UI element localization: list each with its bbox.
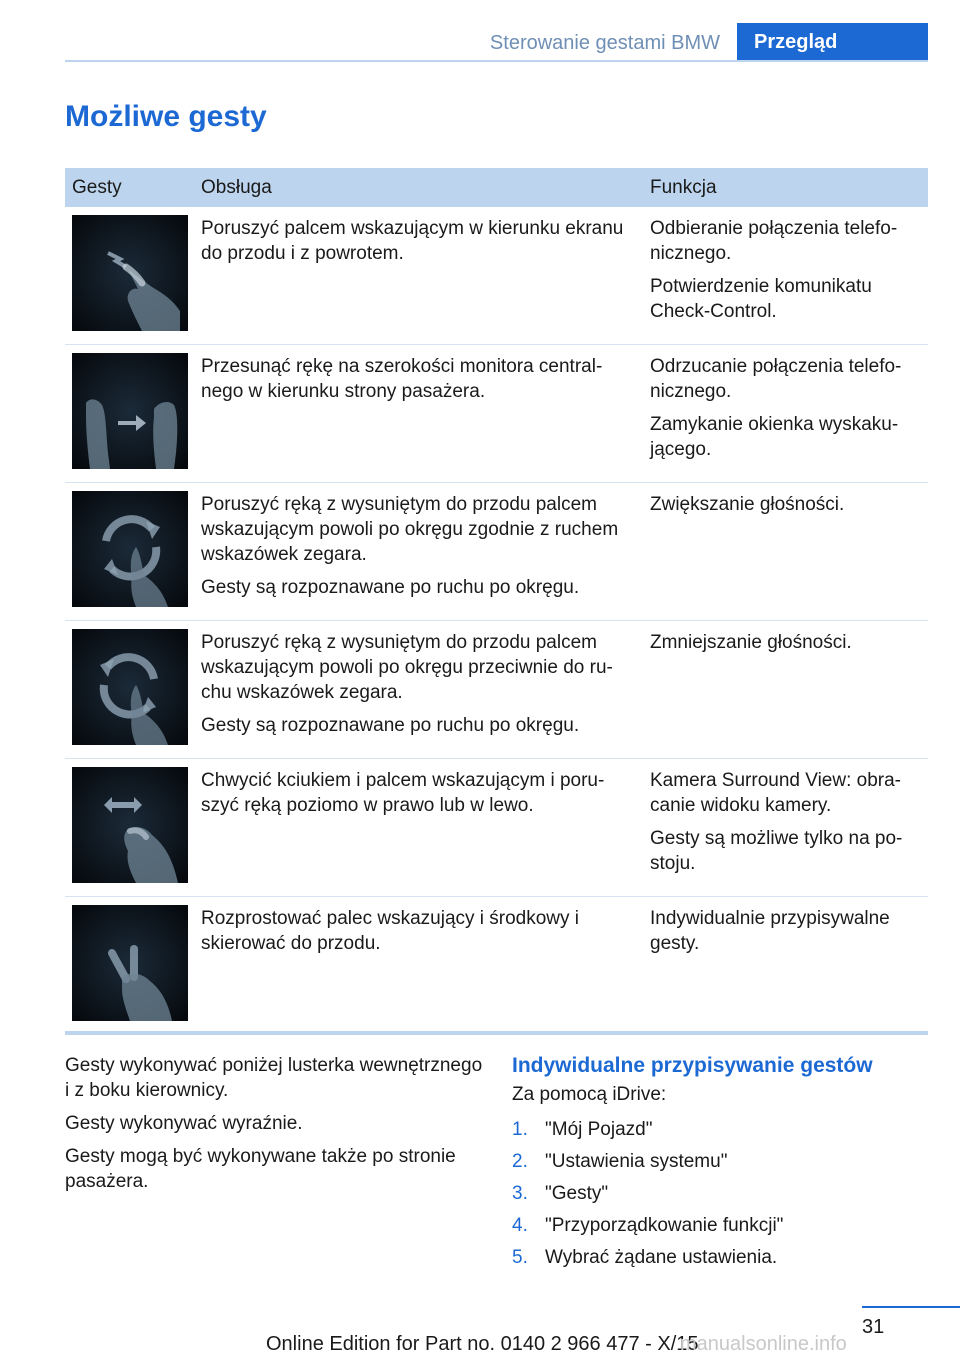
operation-text: Przesunąć rękę na szerokości monitora centralnego w kierunku strony pasażera. [201, 356, 603, 402]
operation-cell [194, 759, 643, 897]
list-item [512, 1149, 928, 1174]
footer-rule [862, 1306, 960, 1308]
footer-edition: Online Edition for Part no. 0140 2 966 477 - X/15 [266, 1333, 699, 1355]
step-text: "Mój Pojazd" [545, 1119, 653, 1140]
section-heading: Indywidualne przypisywanie gestów [512, 1054, 873, 1077]
function-text: Kamera Surround View: obracanie widoku kamery. [650, 770, 901, 816]
gesture-image-cell [65, 759, 194, 897]
function-cell [643, 207, 928, 345]
function-cell [643, 759, 928, 897]
operation-cell [194, 621, 643, 759]
usage-notes [65, 1053, 485, 1202]
two-finger-point-gesture-icon [72, 905, 188, 1021]
rotate-clockwise-gesture-icon [72, 491, 188, 607]
operation-cell [194, 483, 643, 621]
individual-assignment-section [512, 1053, 928, 1277]
function-text: Zamykanie okienka wyskakującego. [650, 414, 899, 460]
section-intro: Za pomocą iDrive: [512, 1084, 667, 1105]
header-rule [65, 60, 928, 62]
function-cell [643, 483, 928, 621]
step-number: 4. [512, 1215, 528, 1236]
function-text: Odrzucanie połączenia telefonicznego. [650, 356, 902, 402]
header-section-title: Sterowanie gestami BMW [489, 32, 720, 54]
column-header-function: Funkcja [643, 168, 928, 207]
gesture-image-cell [65, 483, 194, 621]
operation-text: Poruszyć palcem wskazującym w kierunku ekranu do przodu i z powrotem. [201, 218, 624, 264]
gesture-image-cell [65, 345, 194, 483]
function-text: Zmniejszanie głośności. [650, 632, 852, 653]
function-cell [643, 345, 928, 483]
step-text: "Gesty" [545, 1183, 609, 1204]
list-item [512, 1181, 928, 1206]
hand-swipe-right-gesture-icon [72, 353, 188, 469]
table-row [65, 207, 928, 345]
operation-cell [194, 345, 643, 483]
column-header-gestures: Gesty [65, 168, 194, 207]
function-text: Indywidualnie przypisywalne gesty. [650, 908, 890, 954]
operation-text: Gesty są rozpoznawane po ruchu po okręgu. [201, 577, 580, 598]
function-text: Gesty są możliwe tylko na postoju. [650, 828, 903, 874]
operation-text: Rozprostować palec wskazujący i środkowy i skierować do przodu. [201, 908, 580, 954]
note-text: Gesty mogą być wykonywane także po stronie pasażera. [65, 1146, 456, 1192]
step-number: 3. [512, 1183, 528, 1204]
operation-cell [194, 897, 643, 1034]
operation-text: Poruszyć ręką z wysuniętym do przodu palcem wskazującym powoli po okręgu przeciwnie do ruchu wskazówek zegara. [201, 632, 613, 703]
gestures-table [65, 168, 928, 1035]
finger-tap-forward-gesture-icon [72, 215, 188, 331]
gesture-image-cell [65, 897, 194, 1034]
list-item [512, 1213, 928, 1238]
function-text: Potwierdzenie komunikatu Check-Control. [650, 276, 872, 322]
header-chapter-tab: Przegląd [737, 23, 928, 62]
table-row [65, 759, 928, 897]
step-number: 2. [512, 1151, 528, 1172]
rotate-counterclockwise-gesture-icon [72, 629, 188, 745]
operation-text: Poruszyć ręką z wysuniętym do przodu palcem wskazującym powoli po okręgu zgodnie z ruchem wskazówek zegara. [201, 494, 619, 565]
step-number: 1. [512, 1119, 528, 1140]
list-item [512, 1245, 928, 1270]
page-number: 31 [862, 1316, 885, 1338]
watermark: manualsonline.info [680, 1333, 847, 1355]
pinch-swipe-gesture-icon [72, 767, 188, 883]
page-title: Możliwe gesty [65, 100, 267, 133]
table-row [65, 897, 928, 1034]
function-cell [643, 621, 928, 759]
operation-text: Gesty są rozpoznawane po ruchu po okręgu. [201, 715, 580, 736]
table-row [65, 621, 928, 759]
note-text: Gesty wykonywać wyraźnie. [65, 1113, 303, 1134]
column-header-operation: Obsługa [194, 168, 643, 207]
list-item [512, 1117, 928, 1142]
function-text: Odbieranie połączenia telefonicznego. [650, 218, 898, 264]
steps-list [512, 1117, 928, 1270]
step-text: Wybrać żądane ustawienia. [545, 1247, 778, 1268]
table-row [65, 483, 928, 621]
function-cell [643, 897, 928, 1034]
step-number: 5. [512, 1247, 528, 1268]
step-text: "Przyporządkowanie funkcji" [545, 1215, 784, 1236]
operation-text: Chwycić kciukiem i palcem wskazującym i poruszyć ręką poziomo w prawo lub w lewo. [201, 770, 605, 816]
step-text: "Ustawienia systemu" [545, 1151, 728, 1172]
note-text: Gesty wykonywać poniżej lusterka wewnętrznego i z boku kierownicy. [65, 1055, 483, 1101]
table-row [65, 345, 928, 483]
table-header-row [65, 168, 928, 207]
gesture-image-cell [65, 207, 194, 345]
function-text: Zwiększanie głośności. [650, 494, 845, 515]
operation-cell [194, 207, 643, 345]
gesture-image-cell [65, 621, 194, 759]
